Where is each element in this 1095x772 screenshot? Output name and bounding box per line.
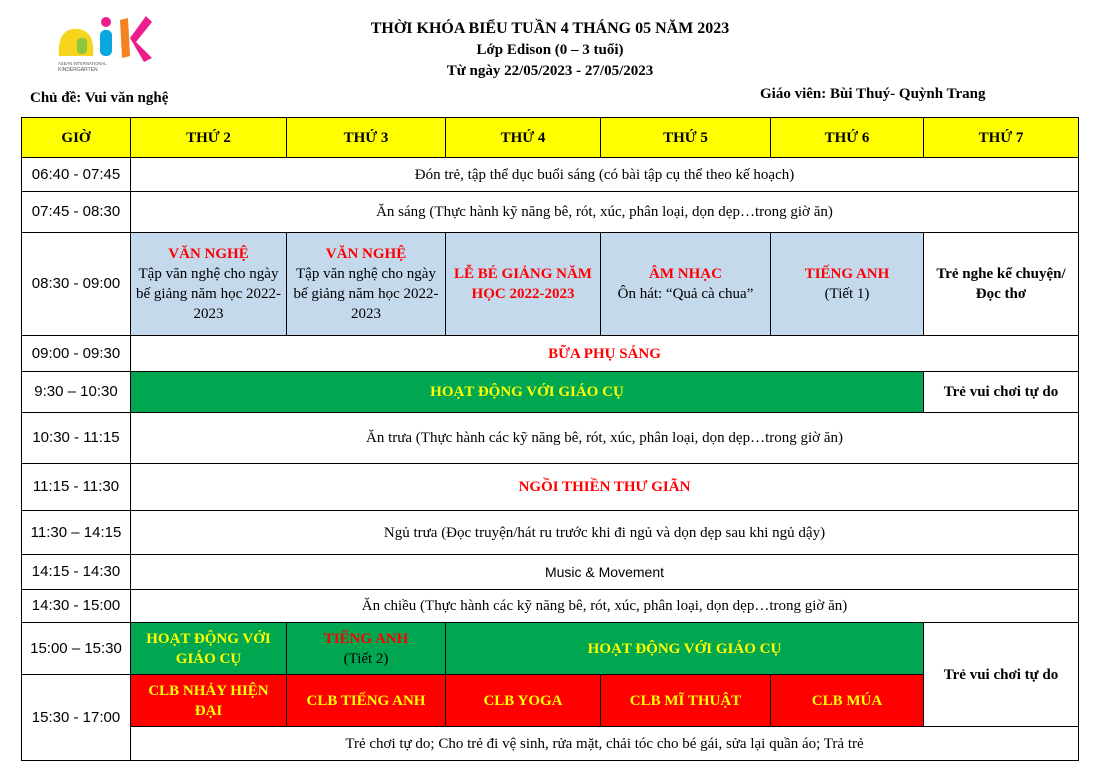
activity-cell-tue <box>287 623 446 675</box>
club-cell-mon: CLB NHẢY HIỆN ĐẠI <box>131 675 287 727</box>
table-row <box>22 590 1079 623</box>
time-cell: 14:30 - 15:00 <box>22 590 131 623</box>
svg-text:KINDERGARTEN: KINDERGARTEN <box>58 67 98 73</box>
table-row <box>22 727 1079 761</box>
table-row <box>22 192 1079 233</box>
activity-cell-thu <box>601 233 771 336</box>
activity-text: Tập văn nghệ cho ngày bế giảng năm học 2022-2023 <box>136 266 281 322</box>
activity-title: VĂN NGHỆ <box>325 246 407 262</box>
activity-cell: Ăn trưa (Thực hành các kỹ năng bê, rót, xúc, phân loại, dọn dẹp…trong giờ ăn) <box>131 413 1079 464</box>
col-header-wed: THỨ 4 <box>446 118 601 158</box>
table-row <box>22 158 1079 192</box>
topic-label: Chủ đề: Vui văn nghệ <box>30 90 169 106</box>
time-cell: 11:30 – 14:15 <box>22 511 131 555</box>
club-cell-fri: CLB MÚA <box>771 675 924 727</box>
activity-cell-sat: Trẻ nghe kể chuyện/Đọc thơ <box>924 233 1079 336</box>
table-row <box>22 413 1079 464</box>
activity-title: VĂN NGHỆ <box>168 246 249 262</box>
activity-cell: HOẠT ĐỘNG VỚI GIÁO CỤ <box>446 623 924 675</box>
time-cell: 09:00 - 09:30 <box>22 336 131 372</box>
time-cell: 07:45 - 08:30 <box>22 192 131 233</box>
time-cell: 14:15 - 14:30 <box>22 555 131 590</box>
activity-cell: Trẻ chơi tự do; Cho trẻ đi vệ sinh, rửa mặt, chải tóc cho bé gái, sửa lại quần áo; Trả trẻ <box>131 727 1079 761</box>
activity-cell-fri <box>771 233 924 336</box>
page-title: THỜI KHÓA BIỂU TUẦN 4 THÁNG 05 NĂM 2023 <box>370 20 730 37</box>
table-row <box>22 464 1079 511</box>
table-row <box>22 233 1079 336</box>
activity-title: TIẾNG ANH <box>804 266 890 282</box>
col-header-sat: THỨ 7 <box>924 118 1079 158</box>
activity-title: ÂM NHẠC <box>649 266 722 282</box>
col-header-thu: THỨ 5 <box>601 118 771 158</box>
activity-cell: Ngủ trưa (Đọc truyện/hát ru trước khi đi ngủ và dọn dẹp sau khi ngủ dậy) <box>131 511 1079 555</box>
activity-cell: HOẠT ĐỘNG VỚI GIÁO CỤ <box>131 372 924 413</box>
club-cell-wed: CLB YOGA <box>446 675 601 727</box>
table-row <box>22 555 1079 590</box>
col-header-mon: THỨ 2 <box>131 118 287 158</box>
table-row <box>22 372 1079 413</box>
activity-text: (Tiết 2) <box>343 650 389 667</box>
logo-caption: ASEAN INTERNATIONAL <box>58 61 107 66</box>
class-line: Lớp Edison (0 – 3 tuổi) <box>476 42 624 58</box>
time-cell: 15:30 - 17:00 <box>22 675 131 761</box>
col-header-fri: THỨ 6 <box>771 118 924 158</box>
time-cell: 15:00 – 15:30 <box>22 623 131 675</box>
activity-text: Tập văn nghệ cho ngày bế giảng năm học 2022-2023 <box>293 266 439 322</box>
club-cell-thu: CLB MĨ THUẬT <box>601 675 771 727</box>
activity-cell: NGỒI THIỀN THƯ GIÃN <box>131 464 1079 511</box>
activity-cell-mon: HOẠT ĐỘNG VỚI GIÁO CỤ <box>131 623 287 675</box>
activity-text: Ôn hát: “Quả cà chua” <box>617 286 754 302</box>
teacher-label: Giáo viên: Bùi Thuý- Quỳnh Trang <box>760 86 986 102</box>
activity-cell-tue <box>287 233 446 336</box>
activity-text: (Tiết 1) <box>824 286 870 302</box>
table-row <box>22 511 1079 555</box>
time-cell: 9:30 – 10:30 <box>22 372 131 413</box>
activity-cell: BỮA PHỤ SÁNG <box>131 336 1079 372</box>
col-header-tue: THỨ 3 <box>287 118 446 158</box>
timetable <box>21 117 1079 761</box>
activity-title: TIẾNG ANH <box>323 630 409 647</box>
time-cell: 08:30 - 09:00 <box>22 233 131 336</box>
time-cell: 11:15 - 11:30 <box>22 464 131 511</box>
table-row <box>22 675 1079 727</box>
activity-cell: Ăn chiều (Thực hành các kỹ năng bê, rót, xúc, phân loại, dọn dẹp…trong giờ ăn) <box>131 590 1079 623</box>
table-row <box>22 336 1079 372</box>
activity-cell: Đón trẻ, tập thể dục buổi sáng (có bài tập cụ thể theo kế hoạch) <box>131 158 1079 192</box>
header-row <box>22 118 1079 158</box>
table-row <box>22 623 1079 675</box>
date-range: Từ ngày 22/05/2023 - 27/05/2023 <box>446 63 654 79</box>
activity-cell: Ăn sáng (Thực hành kỹ năng bê, rót, xúc, phân loại, dọn dẹp…trong giờ ăn) <box>131 192 1079 233</box>
activity-cell-sat: Trẻ vui chơi tự do <box>924 623 1079 727</box>
col-header-time: GIỜ <box>22 118 131 158</box>
activity-cell-mon <box>131 233 287 336</box>
club-cell-tue: CLB TIẾNG ANH <box>287 675 446 727</box>
activity-cell-sat: Trẻ vui chơi tự do <box>924 372 1079 413</box>
activity-title: LỄ BÉ GIẢNG NĂM HỌC 2022-2023 <box>454 266 592 302</box>
time-cell: 06:40 - 07:45 <box>22 158 131 192</box>
time-cell: 10:30 - 11:15 <box>22 413 131 464</box>
activity-cell: Music & Movement <box>131 555 1079 590</box>
activity-cell-wed <box>446 233 601 336</box>
